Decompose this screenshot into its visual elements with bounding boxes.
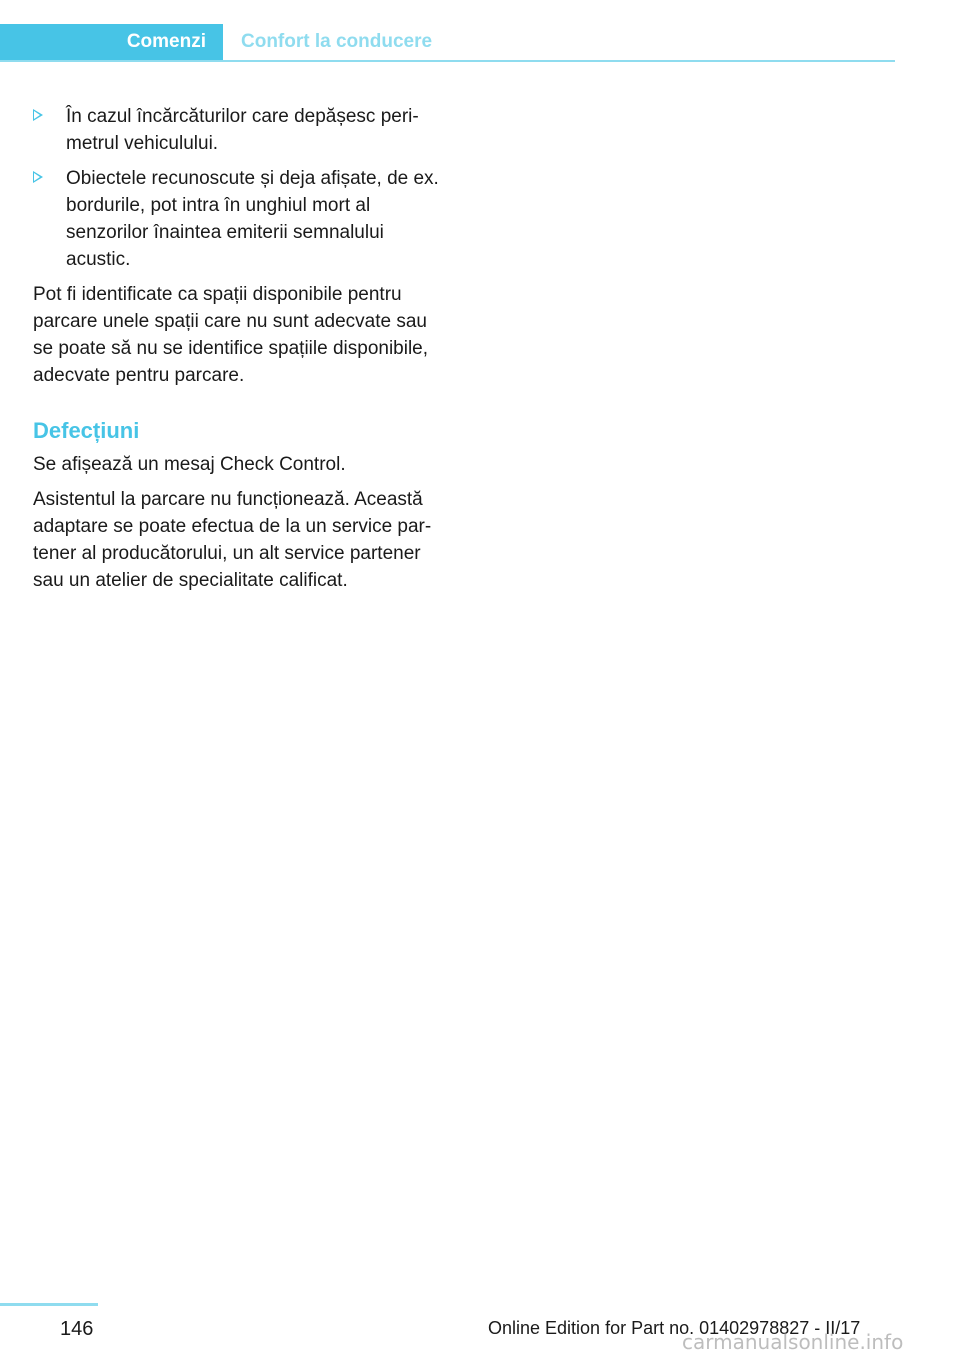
chapter-tab: Comenzi	[0, 24, 223, 60]
list-item-text: În cazul încărcăturilor care depășesc perimetrul vehiculului.	[66, 106, 419, 154]
page-header	[0, 24, 895, 62]
list-item	[33, 103, 448, 157]
paragraph: Pot fi identificate ca spații disponibile pentru parcare unele spații care nu sunt adecvate sau se poate să nu se identifice spațiile disponibile, adecvate pentru parcare.	[33, 284, 429, 386]
list-item-text: Obiectele recunoscute și deja afișate, de ex. bordurile, pot intra în unghiul mort al senzorilor înaintea emiterii semnalului acustic.	[66, 168, 439, 270]
triangle-bullet-icon	[33, 109, 43, 121]
triangle-bullet-icon	[33, 171, 43, 183]
watermark: carmanualsonline.info	[682, 1330, 904, 1354]
edition-text: Online Edition for Part no. 01402978827 - II/17	[488, 1318, 861, 1338]
main-content	[33, 103, 448, 602]
paragraph: Se afișează un mesaj Check Control.	[33, 454, 346, 475]
list-item	[33, 165, 448, 273]
section-heading: Defecțiuni	[33, 418, 140, 443]
paragraph: Asistentul la parcare nu funcționează. Această adaptare se poate efectua de la un service partener al producătorului, un alt service partener sau un atelier de specialitate calificat.	[33, 489, 432, 591]
header-divider	[0, 60, 895, 62]
footer-divider	[0, 1303, 98, 1306]
page-number: 146	[60, 1318, 94, 1340]
section-tab: Confort la conducere	[241, 31, 433, 52]
